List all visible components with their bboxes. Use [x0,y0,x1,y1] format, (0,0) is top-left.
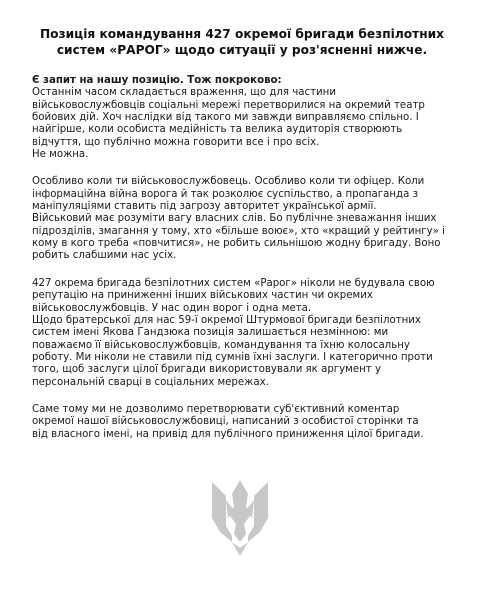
paragraph-lead-line: Є запит на нашу позицію. Тож покроково: [32,75,282,86]
paragraph-line: персональній сварці в соціальних мережах. [32,376,269,388]
paragraph-line: Особливо коли ти військовослужбовець. Особливо коли ти офіцер. Коли [32,176,425,188]
statement-body [32,75,452,441]
paragraph-line: того, щоб заслуги цілої бригади використовували як аргумент у [32,364,381,376]
paragraph-line: найгірше, коли особиста медійність та велика аудиторія створюють [32,124,403,136]
paragraph [32,278,452,389]
paragraph-line: 427 окрема бригада безпілотних систем «Рарог» ніколи не будувала свою [32,277,435,289]
paragraph-line: окремої нашої військовослужбовиці, написаний з особистої сторінки та [32,416,419,428]
statement-document [32,26,452,456]
paragraph [32,176,452,262]
paragraph-line: роботу. Ми ніколи не ставили під сумнів їхні заслуги. І категорично проти [32,351,433,363]
paragraph-line: Останнім часом складається враження, що для частини [32,87,336,99]
paragraph-line: бойових дій. Хоч наслідки від такого ми завжди виправляємо спільно. І [32,112,419,124]
paragraph-line: Військовий має розуміти вагу власних слів. Бо публічне зневажання інших [32,213,437,225]
paragraph-line: поважаємо її військовослужбовців, командування та їхню колосальну [32,339,410,351]
paragraph-line: інформаційна війна ворога й так розколює суспільство, а пропаганда з [32,188,419,200]
paragraph-line: репутацію на приниженні інших військових частин чи окремих [32,290,373,302]
paragraph-line: військовослужбовців. У нас один ворог і одна мета. [32,302,312,314]
paragraph-line: Щодо братерської для нас 59-ї окремої Штурмової бригади безпілотних [32,314,421,326]
title-line: Позиція командування 427 окремої бригади безпілотних [39,27,445,41]
paragraph-line: кому в кого треба «повчитися», не робить сильнішою жодну бригаду. Воно [32,238,441,250]
paragraph-line: відчуття, що публічно можна говорити все і про всіх. [32,136,320,148]
paragraph-line: систем імені Якова Гандзюка позиція залишається незмінною: ми [32,327,389,339]
paragraph-line: від власного імені, на привід для публічного приниження цілої бригади. [32,428,424,440]
statement-title [32,26,452,58]
paragraph [32,404,452,441]
paragraph-line: військовослужбовців соціальні мережі перетворилися на окремий театр [32,99,425,111]
paragraph-line: підрозділів, змагання у тому, хто «більше воює», хто «кращий у рейтингу» і [32,225,445,237]
paragraph-line: маніпуляціями ставить під загрозу авторитет української армії. [32,201,377,213]
paragraph [32,75,452,161]
title-line: систем «РАРОГ» щодо ситуації у роз'ясненні нижче. [56,43,428,57]
paragraph-line: Саме тому ми не дозволимо перетворювати суб'єктивний коментар [32,403,400,415]
paragraph-line: робить слабшими нас усіх. [32,250,177,262]
falcon-trident-emblem-icon [210,476,270,560]
paragraph-line: Не можна. [32,149,89,161]
